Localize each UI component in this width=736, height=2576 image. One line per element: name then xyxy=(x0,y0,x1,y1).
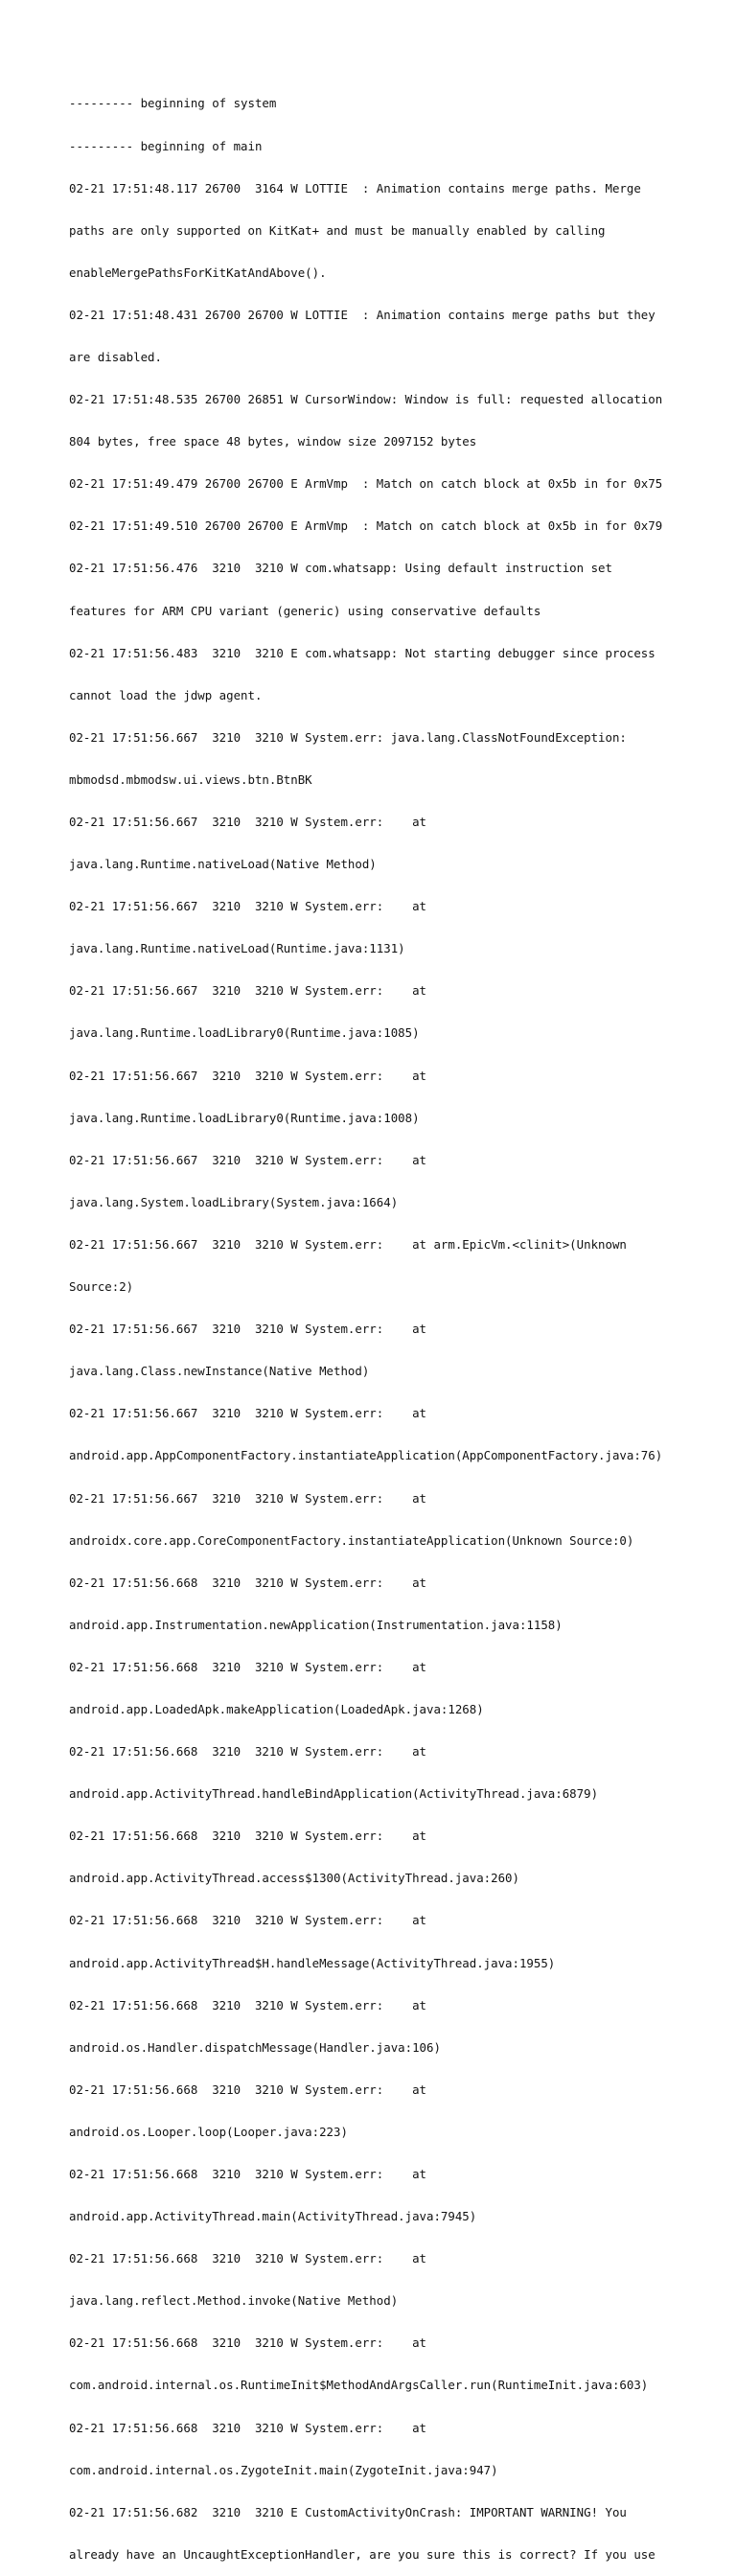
log-line: already have an UncaughtExceptionHandler, are you sure this is correct? If you use xyxy=(69,2546,656,2562)
log-line: 02-21 17:51:56.668 3210 3210 W System.err: at xyxy=(69,1575,426,1590)
log-line: 804 bytes, free space 48 bytes, window size 2097152 bytes xyxy=(69,434,477,449)
log-line: 02-21 17:51:56.667 3210 3210 W System.err: at xyxy=(69,1406,426,1421)
log-line: 02-21 17:51:56.667 3210 3210 W System.err: at xyxy=(69,815,426,829)
log-line: android.os.Handler.dispatchMessage(Handler.java:106) xyxy=(69,2039,441,2055)
log-line: 02-21 17:51:56.668 3210 3210 W System.err: at xyxy=(69,1744,426,1760)
log-line: 02-21 17:51:56.668 3210 3210 W System.err: at xyxy=(69,2335,426,2351)
log-line: 02-21 17:51:48.535 26700 26851 W CursorWindow: Window is full: requested allocation xyxy=(69,392,663,407)
log-line: android.app.AppComponentFactory.instantiateApplication(AppComponentFactory.java:76) xyxy=(69,1448,663,1463)
log-output xyxy=(69,69,673,2576)
log-line: com.android.internal.os.ZygoteInit.main(ZygoteInit.java:947) xyxy=(69,2462,498,2477)
log-line: cannot load the jdwp agent. xyxy=(69,687,263,702)
log-line: android.app.ActivityThread$H.handleMessage(ActivityThread.java:1955) xyxy=(69,1955,556,1970)
log-line: features for ARM CPU variant (generic) using conservative defaults xyxy=(69,603,541,618)
log-line: 02-21 17:51:56.667 3210 3210 W System.err: at arm.EpicVm.<clinit>(Unknown xyxy=(69,1236,627,1252)
log-line: android.app.Instrumentation.newApplication(Instrumentation.java:1158) xyxy=(69,1617,563,1632)
log-line: 02-21 17:51:56.668 3210 3210 W System.err: at xyxy=(69,1913,426,1928)
log-line: android.os.Looper.loop(Looper.java:223) xyxy=(69,2124,348,2139)
log-line: 02-21 17:51:49.479 26700 26700 E ArmVmp : Match on catch block at 0x5b in for 0x75 xyxy=(69,476,663,492)
log-line: Source:2) xyxy=(69,1279,134,1295)
log-line: java.lang.Class.newInstance(Native Method) xyxy=(69,1364,370,1379)
log-line: 02-21 17:51:56.668 3210 3210 W System.err: at xyxy=(69,2082,426,2097)
log-line: 02-21 17:51:49.510 26700 26700 E ArmVmp : Match on catch block at 0x5b in for 0x79 xyxy=(69,518,663,534)
log-line: 02-21 17:51:56.483 3210 3210 E com.whatsapp: Not starting debugger since process xyxy=(69,645,656,660)
log-line: android.app.ActivityThread.main(ActivityThread.java:7945) xyxy=(69,2209,477,2224)
log-line: 02-21 17:51:56.476 3210 3210 W com.whatsapp: Using default instruction set xyxy=(69,561,612,576)
log-line: com.android.internal.os.RuntimeInit$MethodAndArgsCaller.run(RuntimeInit.java:603) xyxy=(69,2378,649,2393)
log-line: java.lang.System.loadLibrary(System.java:1664) xyxy=(69,1194,399,1209)
log-line: 02-21 17:51:48.117 26700 3164 W LOTTIE : Animation contains merge paths. Merge xyxy=(69,180,641,196)
log-line: 02-21 17:51:56.668 3210 3210 W System.err: at xyxy=(69,2420,426,2435)
log-line: 02-21 17:51:56.668 3210 3210 W System.err: at xyxy=(69,1997,426,2012)
log-line: java.lang.reflect.Method.invoke(Native Method) xyxy=(69,2293,399,2309)
log-line: 02-21 17:51:56.668 3210 3210 W System.err: at xyxy=(69,1828,426,1844)
log-line: 02-21 17:51:56.667 3210 3210 W System.err: at xyxy=(69,1068,426,1083)
log-line: 02-21 17:51:56.667 3210 3210 W System.err: at xyxy=(69,1322,426,1337)
log-line: 02-21 17:51:56.668 3210 3210 W System.err: at xyxy=(69,2251,426,2266)
log-line: paths are only supported on KitKat+ and must be manually enabled by calling xyxy=(69,222,606,238)
log-line: java.lang.Runtime.nativeLoad(Native Method) xyxy=(69,857,377,872)
log-line: --------- beginning of system xyxy=(69,96,277,111)
log-line: java.lang.Runtime.loadLibrary0(Runtime.java:1085) xyxy=(69,1025,420,1041)
log-line: 02-21 17:51:56.668 3210 3210 W System.err: at xyxy=(69,2167,426,2181)
log-line: android.app.LoadedApk.makeApplication(LoadedApk.java:1268) xyxy=(69,1701,484,1716)
log-line: 02-21 17:51:56.668 3210 3210 W System.err: at xyxy=(69,1659,426,1674)
log-line: mbmodsd.mbmodsw.ui.views.btn.BtnBK xyxy=(69,771,312,787)
log-line: 02-21 17:51:48.431 26700 26700 W LOTTIE : Animation contains merge paths but they xyxy=(69,307,656,322)
log-line: java.lang.Runtime.nativeLoad(Runtime.java:1131) xyxy=(69,941,405,956)
log-line: 02-21 17:51:56.667 3210 3210 W System.err: java.lang.ClassNotFoundException: xyxy=(69,729,627,745)
log-line: androidx.core.app.CoreComponentFactory.instantiateApplication(Unknown Source:0) xyxy=(69,1532,634,1548)
log-line: 02-21 17:51:56.667 3210 3210 W System.err: at xyxy=(69,899,426,914)
log-line: are disabled. xyxy=(69,349,162,364)
log-line: 02-21 17:51:56.667 3210 3210 W System.err: at xyxy=(69,1152,426,1167)
log-line: 02-21 17:51:56.682 3210 3210 E CustomActivityOnCrash: IMPORTANT WARNING! You xyxy=(69,2504,627,2519)
log-line: 02-21 17:51:56.667 3210 3210 W System.err: at xyxy=(69,983,426,999)
log-line: java.lang.Runtime.loadLibrary0(Runtime.java:1008) xyxy=(69,1110,420,1125)
log-line: --------- beginning of main xyxy=(69,138,263,153)
log-line: enableMergePathsForKitKatAndAbove(). xyxy=(69,264,327,280)
log-line: android.app.ActivityThread.handleBindApplication(ActivityThread.java:6879) xyxy=(69,1786,599,1802)
log-line: android.app.ActivityThread.access$1300(ActivityThread.java:260) xyxy=(69,1871,519,1886)
log-line: 02-21 17:51:56.667 3210 3210 W System.err: at xyxy=(69,1490,426,1506)
